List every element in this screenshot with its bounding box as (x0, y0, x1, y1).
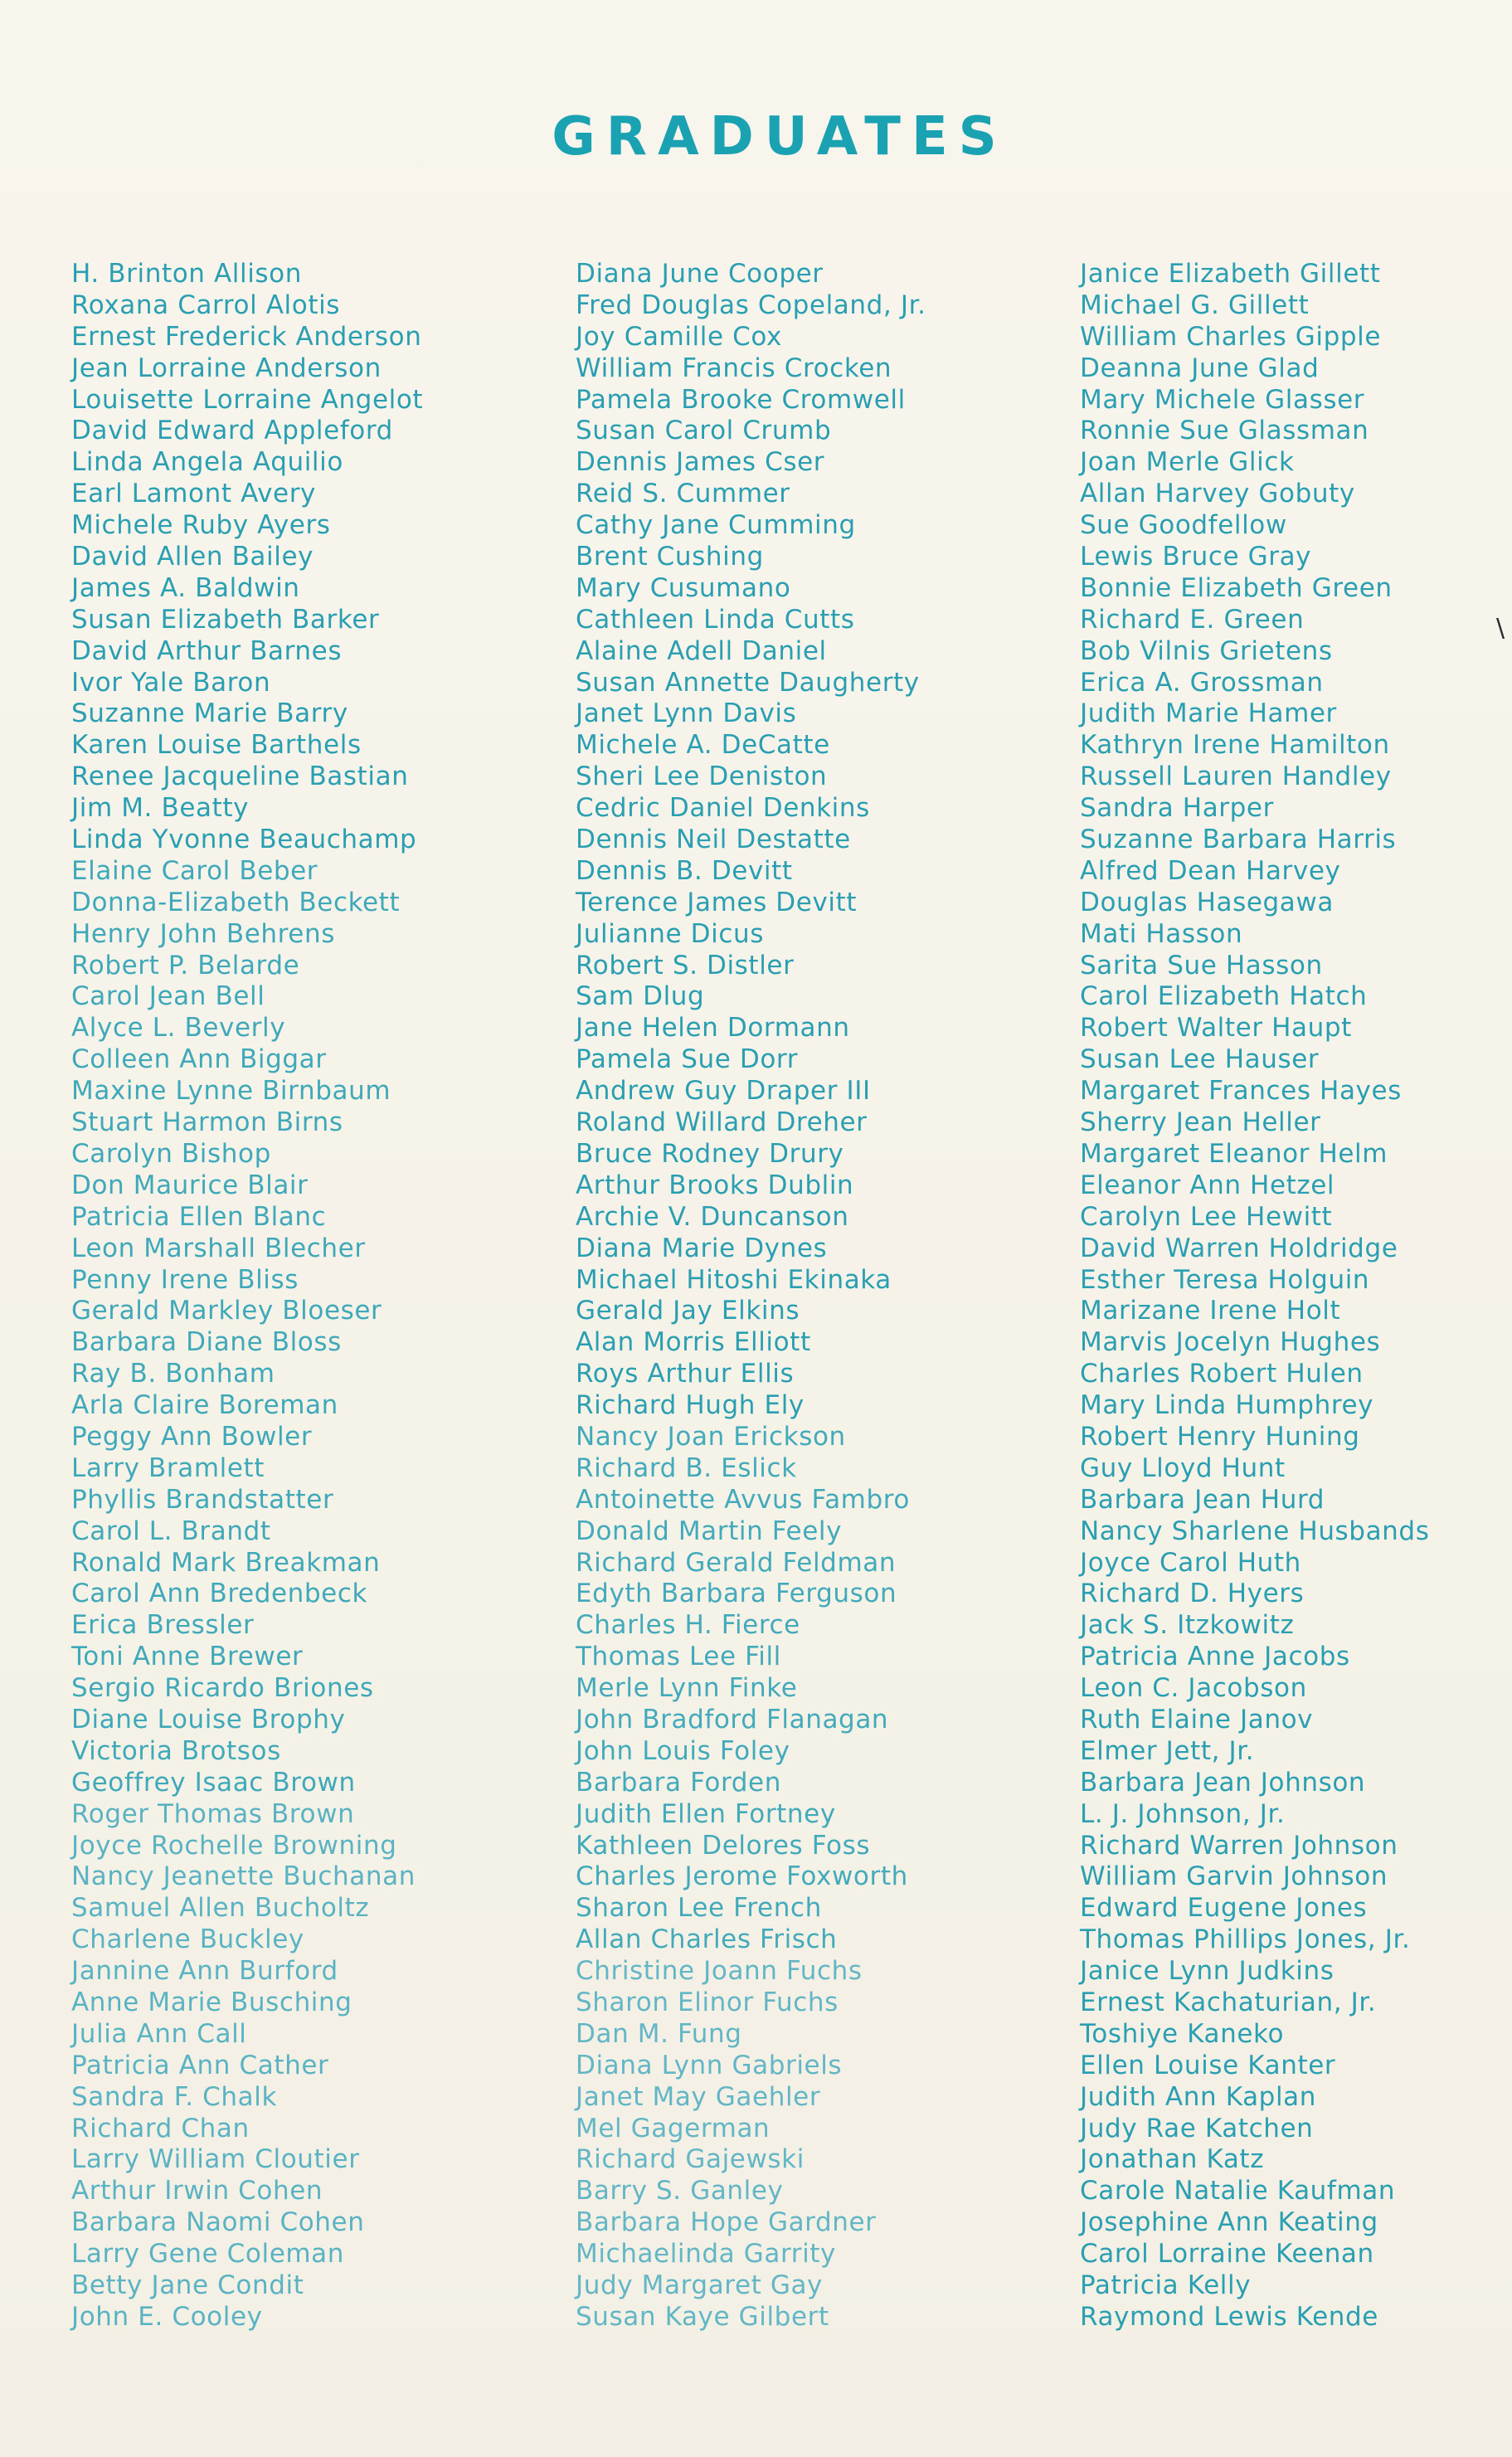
graduate-name: Eleanor Ann Hetzel (1080, 1170, 1335, 1200)
graduate-name: Kathryn Irene Hamilton (1080, 730, 1390, 761)
graduate-name: Michael Hitoshi Ekinaka (576, 1264, 892, 1295)
graduate-name: Thomas Phillips Jones, Jr. (1080, 1924, 1411, 1955)
graduate-name: Ray B. Bonham (71, 1359, 275, 1389)
graduate-name: Nancy Sharlene Husbands (1080, 1516, 1430, 1546)
graduate-name: Michele Ruby Ayers (71, 510, 331, 541)
graduate-name: Geoffrey Isaac Brown (71, 1767, 356, 1798)
graduates-column-3 (1080, 259, 1429, 2333)
graduate-name: Stuart Harmon Birns (71, 1107, 343, 1138)
graduate-name: Janice Lynn Judkins (1080, 1956, 1335, 1987)
graduate-name: Sam Dlug (576, 981, 705, 1012)
graduate-name: Cedric Daniel Denkins (576, 793, 870, 824)
graduate-name: Richard Hugh Ely (576, 1390, 805, 1421)
graduate-name: Carol Ann Bredenbeck (71, 1579, 368, 1609)
graduate-name: Marvis Jocelyn Hughes (1080, 1327, 1381, 1358)
graduate-name: Gerald Jay Elkins (576, 1296, 800, 1326)
graduate-name: Susan Lee Hauser (1080, 1044, 1320, 1075)
graduate-name: Victoria Brotsos (71, 1735, 281, 1766)
graduate-name: Reid S. Cummer (576, 479, 790, 509)
graduate-name: Margaret Frances Hayes (1080, 1076, 1402, 1107)
graduate-name: David Allen Bailey (71, 542, 314, 572)
graduate-name: Roxana Carrol Alotis (71, 289, 341, 320)
graduate-name: Brent Cushing (576, 542, 764, 572)
graduate-name: Mary Michele Glasser (1080, 384, 1365, 415)
graduate-name: Donna-Elizabeth Beckett (71, 887, 401, 917)
graduate-name: Penny Irene Bliss (71, 1264, 299, 1295)
graduate-name: Larry William Cloutier (71, 2144, 360, 2175)
graduate-name: Patricia Anne Jacobs (1080, 1642, 1350, 1672)
graduate-name: Carole Natalie Kaufman (1080, 2176, 1396, 2206)
graduate-name: Esther Teresa Holguin (1080, 1264, 1370, 1295)
graduate-name: Archie V. Duncanson (576, 1201, 849, 1232)
graduate-name: Marizane Irene Holt (1080, 1296, 1341, 1326)
graduate-name: Gerald Markley Bloeser (71, 1296, 382, 1326)
graduate-name: Barry S. Ganley (576, 2176, 784, 2206)
graduate-name: Alan Morris Elliott (576, 1327, 811, 1358)
graduate-name: Karen Louise Barthels (71, 730, 362, 761)
graduate-name: Judith Ann Kaplan (1080, 2081, 1317, 2112)
graduate-name: Susan Carol Crumb (576, 416, 832, 446)
graduate-name: Thomas Lee Fill (576, 1642, 781, 1672)
graduate-name: Carol Jean Bell (71, 981, 265, 1012)
graduate-name: Richard B. Eslick (576, 1452, 797, 1483)
graduate-name: Charles H. Fierce (576, 1610, 800, 1641)
graduate-name: H. Brinton Allison (71, 259, 302, 289)
graduate-name: Charlene Buckley (71, 1924, 304, 1955)
graduate-name: Diana Marie Dynes (576, 1233, 828, 1263)
graduate-name: Sharon Elinor Fuchs (576, 1987, 839, 2017)
graduate-name: Janice Elizabeth Gillett (1080, 259, 1381, 289)
graduate-name: James A. Baldwin (71, 572, 300, 603)
graduate-name: Jean Lorraine Anderson (71, 353, 382, 383)
graduate-name: Richard E. Green (1080, 604, 1305, 635)
graduate-name: John E. Cooley (71, 2301, 263, 2332)
graduate-name: John Louis Foley (576, 1735, 790, 1766)
graduate-name: Robert Walter Haupt (1080, 1013, 1352, 1044)
graduate-name: Patricia Ellen Blanc (71, 1201, 327, 1232)
graduate-name: Earl Lamont Avery (71, 479, 316, 509)
graduate-name: Antoinette Avvus Fambro (576, 1484, 910, 1515)
graduates-column-1 (71, 259, 423, 2333)
graduate-name: Carolyn Bishop (71, 1138, 271, 1169)
graduate-name: Diane Louise Brophy (71, 1704, 346, 1734)
graduate-name: Michele A. DeCatte (576, 730, 830, 761)
graduate-name: Guy Lloyd Hunt (1080, 1452, 1286, 1483)
page-title: GRADUATES (552, 106, 1008, 168)
graduate-name: Joyce Carol Huth (1080, 1547, 1301, 1578)
graduate-name: Ernest Frederick Anderson (71, 321, 422, 352)
graduate-name: Carol Elizabeth Hatch (1080, 981, 1368, 1012)
graduate-name: Larry Bramlett (71, 1452, 265, 1483)
graduate-name: Alaine Adell Daniel (576, 635, 827, 666)
graduate-name: Peggy Ann Bowler (71, 1421, 313, 1452)
graduate-name: Jim M. Beatty (71, 793, 250, 824)
graduate-name: Larry Gene Coleman (71, 2239, 345, 2270)
graduate-name: Ronnie Sue Glassman (1080, 416, 1369, 446)
graduate-name: David Warren Holdridge (1080, 1233, 1398, 1263)
graduate-name: Cathy Jane Cumming (576, 510, 856, 541)
graduate-name: Raymond Lewis Kende (1080, 2301, 1378, 2332)
graduate-name: Charles Jerome Foxworth (576, 1861, 908, 1892)
graduate-name: Toshiye Kaneko (1080, 2018, 1285, 2049)
graduate-name: Margaret Eleanor Helm (1080, 1138, 1388, 1169)
graduate-name: Sarita Sue Hasson (1080, 950, 1323, 980)
graduate-name: William Francis Crocken (576, 353, 892, 383)
graduate-name: Mary Linda Humphrey (1080, 1390, 1374, 1421)
graduate-name: Russell Lauren Handley (1080, 761, 1392, 792)
graduate-name: David Arthur Barnes (71, 635, 343, 666)
graduate-name: Susan Annette Daugherty (576, 667, 920, 698)
graduate-name: Richard Gajewski (576, 2144, 805, 2175)
graduate-name: Bob Vilnis Grietens (1080, 635, 1333, 666)
graduate-name: Elmer Jett, Jr. (1080, 1735, 1255, 1766)
graduate-name: Maxine Lynne Birnbaum (71, 1076, 391, 1107)
graduate-name: Janet Lynn Davis (576, 698, 797, 729)
graduate-name: Jack S. Itzkowitz (1080, 1610, 1295, 1641)
graduate-name: Barbara Naomi Cohen (71, 2207, 365, 2238)
graduate-name: Suzanne Marie Barry (71, 698, 348, 729)
graduate-name: Robert Henry Huning (1080, 1421, 1360, 1452)
graduate-name: Dennis James Cser (576, 447, 825, 478)
graduate-name: Alfred Dean Harvey (1080, 855, 1341, 886)
graduate-name: Roys Arthur Ellis (576, 1359, 795, 1389)
graduate-name: Louisette Lorraine Angelot (71, 384, 424, 415)
graduate-name: Ernest Kachaturian, Jr. (1080, 1987, 1377, 2017)
graduate-name: Ronald Mark Breakman (71, 1547, 381, 1578)
graduate-name: Edyth Barbara Ferguson (576, 1579, 897, 1609)
graduate-name: Michaelinda Garrity (576, 2239, 836, 2270)
graduate-name: Sandra F. Chalk (71, 2081, 278, 2112)
graduate-name: Roger Thomas Brown (71, 1798, 355, 1829)
graduate-name: Robert S. Distler (576, 950, 795, 980)
graduate-name: Betty Jane Condit (71, 2270, 304, 2300)
graduate-name: Pamela Brooke Cromwell (576, 384, 906, 415)
graduate-name: Barbara Jean Hurd (1080, 1484, 1325, 1515)
graduate-name: Douglas Hasegawa (1080, 887, 1334, 917)
graduate-name: Janet May Gaehler (576, 2081, 821, 2112)
graduate-name: Sharon Lee French (576, 1893, 822, 1924)
graduates-column-2 (576, 259, 926, 2333)
graduate-name: Arla Claire Boreman (71, 1390, 338, 1421)
graduate-name: Erica Bressler (71, 1610, 255, 1641)
graduate-name: Nancy Jeanette Buchanan (71, 1861, 416, 1892)
graduate-name: Ivor Yale Baron (71, 667, 271, 698)
graduate-name: Joan Merle Glick (1080, 447, 1295, 478)
graduate-name: Judy Margaret Gay (576, 2270, 823, 2300)
graduate-name: Elaine Carol Beber (71, 855, 318, 886)
graduate-name: Julianne Dicus (576, 918, 764, 949)
graduate-name: Suzanne Barbara Harris (1080, 825, 1397, 855)
graduate-name: Jane Helen Dormann (576, 1013, 850, 1044)
graduate-name: Barbara Hope Gardner (576, 2207, 877, 2238)
graduate-name: Mel Gagerman (576, 2113, 771, 2143)
graduate-name: Toni Anne Brewer (71, 1642, 304, 1672)
graduate-name: Mati Hasson (1080, 918, 1243, 949)
graduate-name: Barbara Forden (576, 1767, 781, 1798)
graduate-name: Susan Kaye Gilbert (576, 2301, 829, 2332)
graduate-name: Ellen Louise Kanter (1080, 2050, 1336, 2080)
graduate-name: Carol Lorraine Keenan (1080, 2239, 1374, 2270)
graduate-name: Fred Douglas Copeland, Jr. (576, 289, 926, 320)
graduate-name: Erica A. Grossman (1080, 667, 1324, 698)
graduate-name: Josephine Ann Keating (1080, 2207, 1378, 2238)
graduate-name: Alyce L. Beverly (71, 1013, 286, 1044)
graduate-name: Allan Harvey Gobuty (1080, 479, 1355, 509)
graduate-name: Samuel Allen Bucholtz (71, 1893, 370, 1924)
graduate-name: Sherry Jean Heller (1080, 1107, 1321, 1138)
graduate-name: Kathleen Delores Foss (576, 1830, 871, 1861)
graduate-name: Joyce Rochelle Browning (71, 1830, 397, 1861)
graduate-name: Barbara Jean Johnson (1080, 1767, 1366, 1798)
graduate-name: Leon Marshall Blecher (71, 1233, 366, 1263)
graduate-name: Richard Gerald Feldman (576, 1547, 897, 1578)
graduate-name: Richard Warren Johnson (1080, 1830, 1398, 1861)
graduate-name: Judith Ellen Fortney (576, 1798, 836, 1829)
graduate-name: Ruth Elaine Janov (1080, 1704, 1314, 1734)
graduate-name: Susan Elizabeth Barker (71, 604, 380, 635)
graduate-name: Dennis B. Devitt (576, 855, 793, 886)
graduate-name: Jannine Ann Burford (71, 1956, 338, 1987)
graduate-name: Patricia Ann Cather (71, 2050, 329, 2080)
graduate-name: Colleen Ann Biggar (71, 1044, 327, 1075)
graduate-name: Richard Chan (71, 2113, 250, 2143)
graduate-name: L. J. Johnson, Jr. (1080, 1798, 1286, 1829)
graduate-name: Terence James Devitt (576, 887, 858, 917)
graduate-name: Lewis Bruce Gray (1080, 542, 1312, 572)
graduate-name: Joy Camille Cox (576, 321, 782, 352)
graduate-name: Dennis Neil Destatte (576, 825, 851, 855)
page-mark: \ (1496, 614, 1505, 643)
graduate-name: Barbara Diane Bloss (71, 1327, 342, 1358)
graduate-name: Judy Rae Katchen (1080, 2113, 1314, 2143)
graduate-name: Jonathan Katz (1080, 2144, 1265, 2175)
graduate-name: David Edward Appleford (71, 416, 393, 446)
graduate-name: Pamela Sue Dorr (576, 1044, 799, 1075)
graduate-name: Arthur Brooks Dublin (576, 1170, 854, 1200)
graduate-name: Bonnie Elizabeth Green (1080, 572, 1393, 603)
graduate-name: Edward Eugene Jones (1080, 1893, 1368, 1924)
graduate-name: Don Maurice Blair (71, 1170, 309, 1200)
graduate-name: Linda Angela Aquilio (71, 447, 343, 478)
graduate-name: Merle Lynn Finke (576, 1673, 798, 1704)
graduate-name: Sheri Lee Deniston (576, 761, 828, 792)
graduate-name: Cathleen Linda Cutts (576, 604, 855, 635)
graduate-name: Diana June Cooper (576, 259, 824, 289)
graduate-name: Leon C. Jacobson (1080, 1673, 1307, 1704)
graduate-name: Arthur Irwin Cohen (71, 2176, 323, 2206)
graduate-name: Michael G. Gillett (1080, 289, 1310, 320)
graduate-name: Phyllis Brandstatter (71, 1484, 334, 1515)
graduate-name: Bruce Rodney Drury (576, 1138, 844, 1169)
graduate-name: Anne Marie Busching (71, 1987, 352, 2017)
graduate-name: Sue Goodfellow (1080, 510, 1287, 541)
graduate-name: Carolyn Lee Hewitt (1080, 1201, 1333, 1232)
graduate-name: Dan M. Fung (576, 2018, 742, 2049)
graduate-name: Patricia Kelly (1080, 2270, 1252, 2300)
graduate-name: Richard D. Hyers (1080, 1579, 1305, 1609)
graduate-name: Mary Cusumano (576, 572, 791, 603)
graduate-name: Linda Yvonne Beauchamp (71, 825, 417, 855)
graduate-name: Donald Martin Feely (576, 1516, 843, 1546)
graduate-name: Christine Joann Fuchs (576, 1956, 863, 1987)
graduate-name: William Garvin Johnson (1080, 1861, 1388, 1892)
graduate-name: Judith Marie Hamer (1080, 698, 1337, 729)
graduate-name: Charles Robert Hulen (1080, 1359, 1364, 1389)
graduate-name: Henry John Behrens (71, 918, 335, 949)
graduate-name: William Charles Gipple (1080, 321, 1382, 352)
graduate-name: Robert P. Belarde (71, 950, 300, 980)
graduate-name: Deanna June Glad (1080, 353, 1320, 383)
graduate-name: Renee Jacqueline Bastian (71, 761, 409, 792)
graduate-name: Sandra Harper (1080, 793, 1274, 824)
graduate-name: Sergio Ricardo Briones (71, 1673, 374, 1704)
graduate-name: Andrew Guy Draper III (576, 1076, 871, 1107)
graduate-name: Julia Ann Call (71, 2018, 247, 2049)
graduate-name: Diana Lynn Gabriels (576, 2050, 843, 2080)
graduate-name: Nancy Joan Erickson (576, 1421, 846, 1452)
graduate-name: Allan Charles Frisch (576, 1924, 838, 1955)
graduate-name: Roland Willard Dreher (576, 1107, 868, 1138)
graduate-name: Carol L. Brandt (71, 1516, 271, 1546)
graduate-name: John Bradford Flanagan (576, 1704, 889, 1734)
